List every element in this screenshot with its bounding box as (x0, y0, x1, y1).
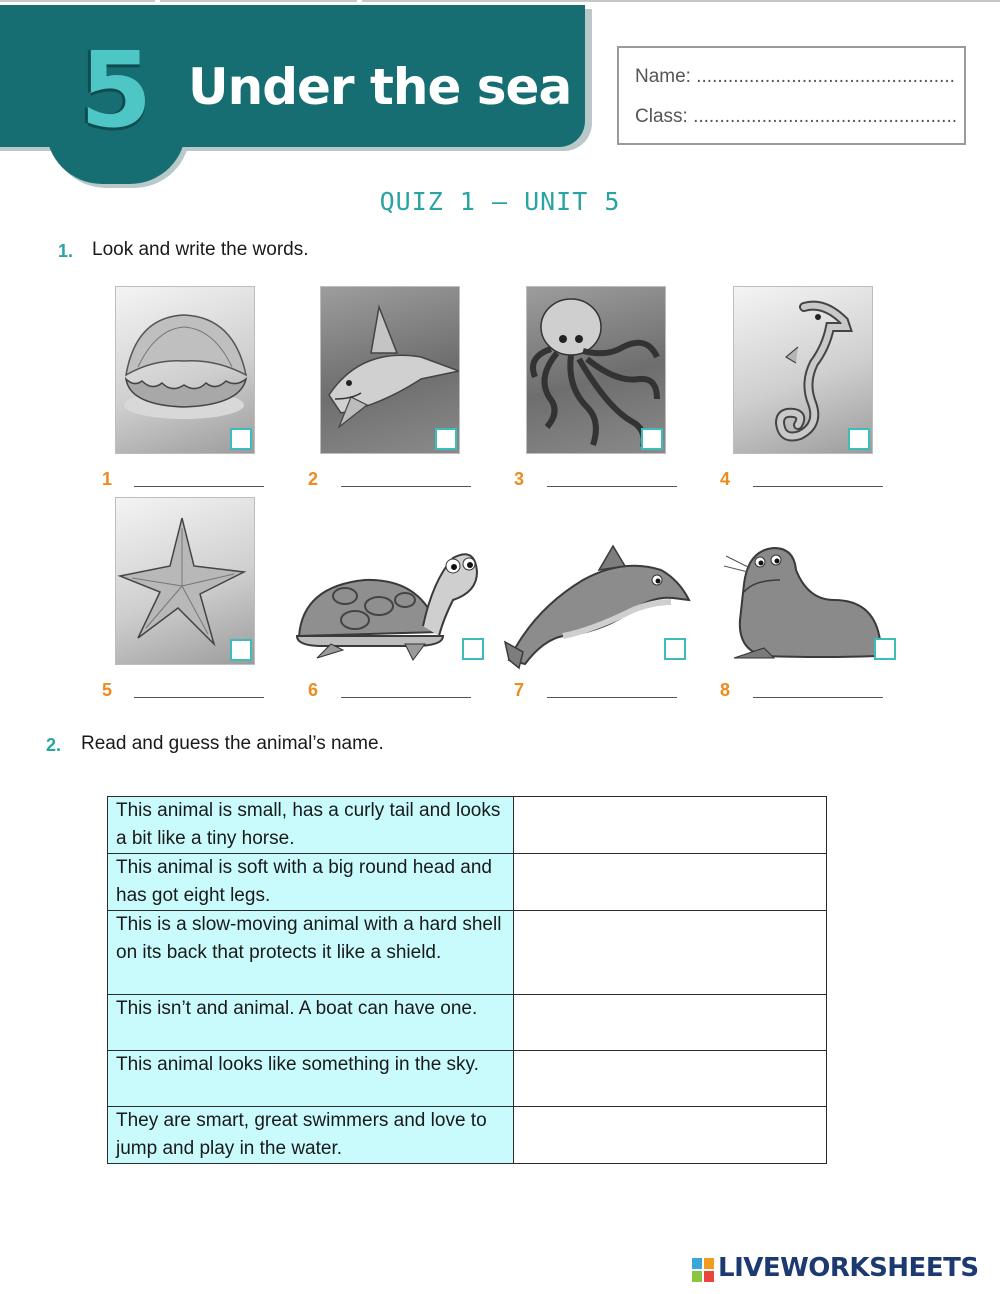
name-class-box (617, 46, 966, 145)
answer-line-8[interactable] (753, 697, 883, 698)
riddle-answer-cell[interactable] (514, 854, 827, 911)
item-number-8: 8 (720, 680, 731, 700)
top-rule-right (362, 0, 1000, 2)
item-number-3: 3 (514, 469, 525, 489)
item-number-2: 2 (308, 469, 319, 489)
table-row (108, 995, 827, 1051)
riddle-clue: This animal looks like something in the sky. (108, 1051, 514, 1107)
exercise-1-instruction: Look and write the words. (92, 239, 309, 260)
check-box-1[interactable] (230, 428, 252, 450)
picture-4 (733, 286, 873, 454)
riddle-clue: They are smart, great swimmers and love to jump and play in the water. (108, 1107, 514, 1164)
answer-line-1[interactable] (134, 486, 264, 487)
unit-title: Under the sea (188, 58, 572, 116)
riddle-answer-cell[interactable] (514, 911, 827, 995)
answer-line-7[interactable] (547, 697, 677, 698)
picture-5 (115, 497, 255, 665)
quiz-title: QUIZ 1 – UNIT 5 (379, 187, 621, 216)
riddle-clue: This animal is small, has a curly tail and looks a bit like a tiny horse. (108, 797, 514, 854)
table-row (108, 797, 827, 854)
table-row (108, 854, 827, 911)
check-box-4[interactable] (848, 428, 870, 450)
unit-number: 5 (79, 29, 153, 151)
picture-2 (320, 286, 460, 454)
picture-3 (526, 286, 666, 454)
table-row (108, 1051, 827, 1107)
check-box-5[interactable] (230, 639, 252, 661)
riddle-clue: This is a slow-moving animal with a hard shell on its back that protects it like a shield. (108, 911, 514, 995)
riddle-answer-cell[interactable] (514, 1051, 827, 1107)
name-field[interactable]: Name: ................................................. (635, 66, 955, 87)
check-box-8[interactable] (874, 638, 896, 660)
exercise-1-number: 1. (58, 241, 74, 261)
liveworksheets-logo-icon (692, 1258, 714, 1282)
check-box-6[interactable] (462, 638, 484, 660)
answer-line-4[interactable] (753, 486, 883, 487)
answer-line-6[interactable] (341, 697, 471, 698)
item-number-7: 7 (514, 680, 525, 700)
item-number-1: 1 (102, 469, 113, 489)
item-number-4: 4 (720, 469, 731, 489)
picture-1 (115, 286, 255, 454)
riddle-answer-cell[interactable] (514, 1107, 827, 1164)
check-box-7[interactable] (664, 638, 686, 660)
item-number-6: 6 (308, 680, 319, 700)
check-box-3[interactable] (641, 428, 663, 450)
exercise-2-number: 2. (46, 735, 62, 755)
item-number-5: 5 (102, 680, 113, 700)
riddle-table (107, 796, 827, 1164)
riddle-answer-cell[interactable] (514, 797, 827, 854)
answer-line-2[interactable] (341, 486, 471, 487)
riddle-clue: This animal is soft with a big round head and has got eight legs. (108, 854, 514, 911)
table-row (108, 911, 827, 995)
riddle-clue: This isn’t and animal. A boat can have one. (108, 995, 514, 1051)
answer-line-5[interactable] (134, 697, 264, 698)
check-box-2[interactable] (435, 428, 457, 450)
class-field[interactable]: Class: .................................................. (635, 106, 958, 127)
exercise-2-instruction: Read and guess the animal’s name. (81, 733, 384, 754)
riddle-answer-cell[interactable] (514, 995, 827, 1051)
table-row (108, 1107, 827, 1164)
top-rule-middle (160, 0, 357, 2)
logo-text: LIVEWORKSHEETS (718, 1253, 979, 1283)
top-rule-left (0, 0, 155, 2)
answer-line-3[interactable] (547, 486, 677, 487)
